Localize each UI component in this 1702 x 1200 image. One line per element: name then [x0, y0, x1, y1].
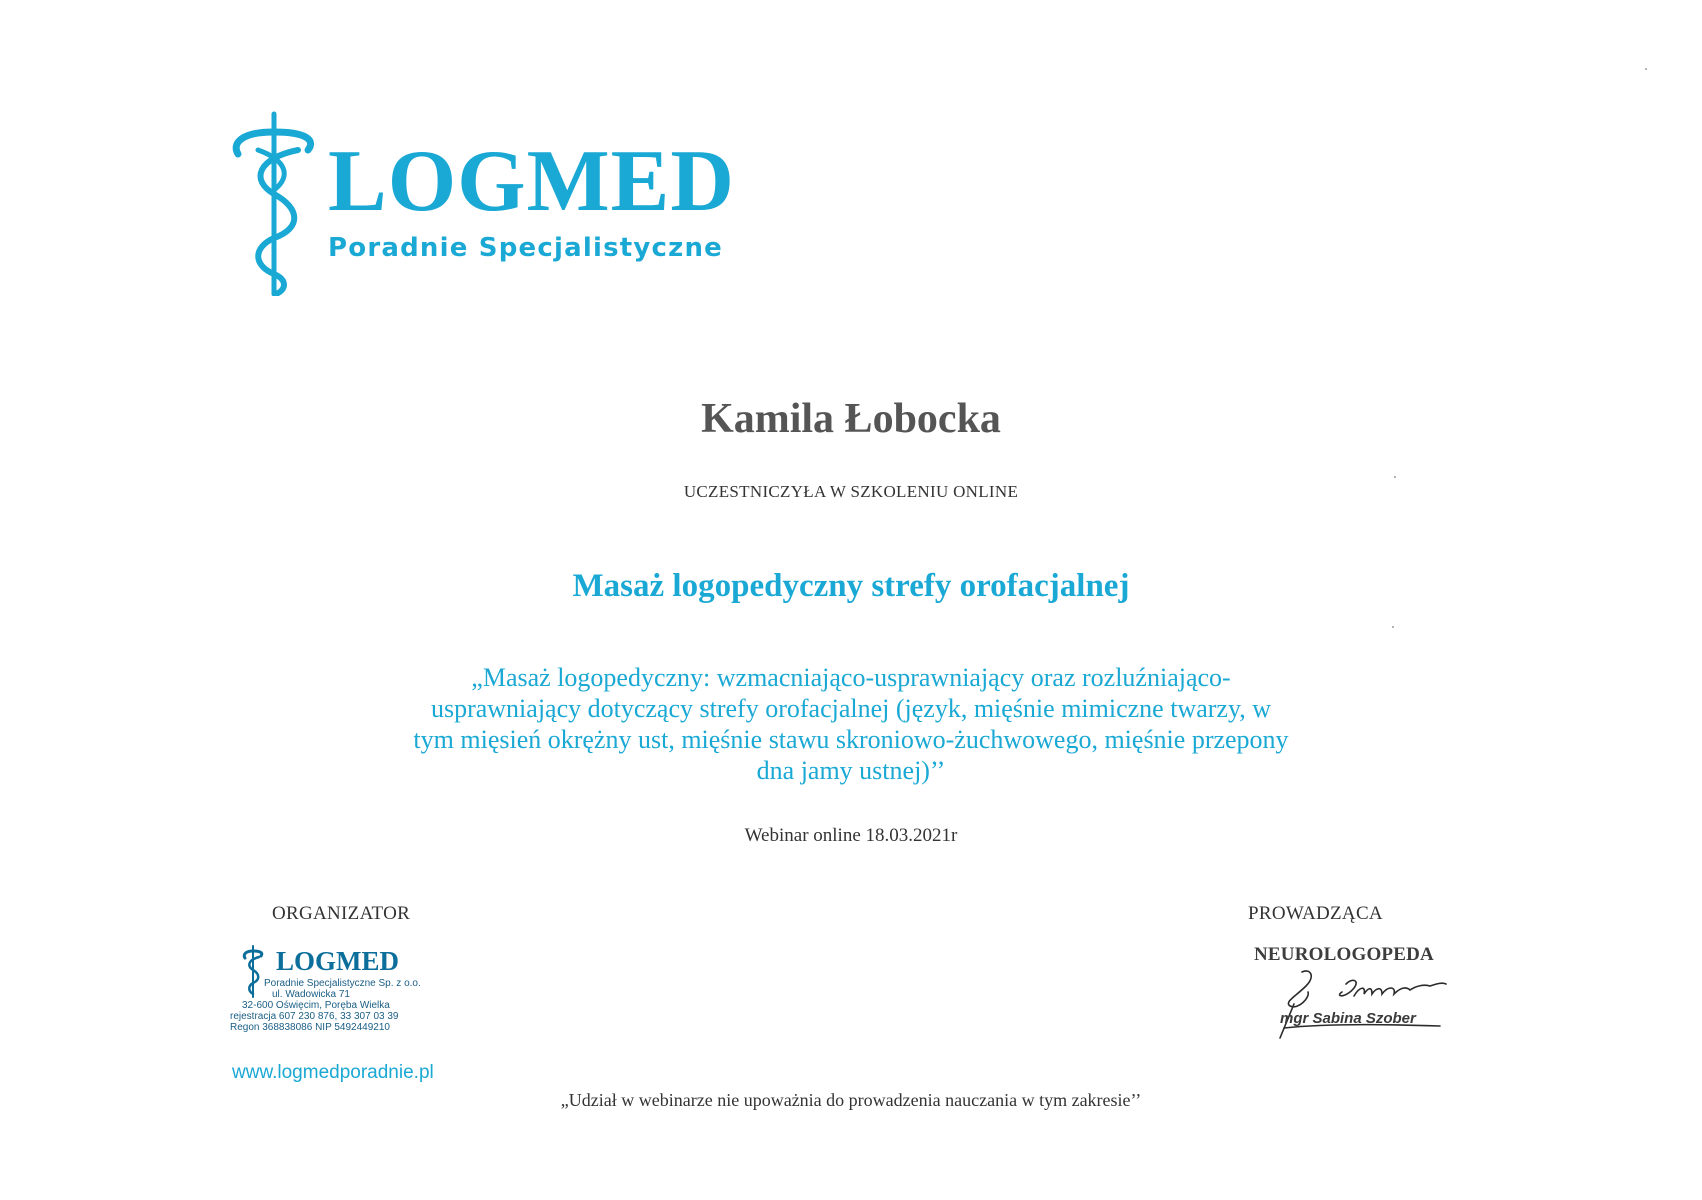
stamp-line: rejestracja 607 230 876, 33 307 03 39 [230, 1011, 399, 1022]
header-logo [228, 108, 808, 298]
stamp-line: 32-600 Oświęcim, Poręba Wielka [242, 1000, 390, 1011]
course-description [0, 662, 1702, 786]
organizer-stamp [230, 942, 448, 1042]
stamp-brand: LOGMED [276, 946, 400, 976]
rod-of-asclepius-icon [228, 110, 320, 296]
stamp-line: ul. Wadowicka 71 [272, 989, 350, 1000]
scan-speck [1645, 68, 1647, 70]
presenter-name: mgr Sabina Szober [1280, 1010, 1416, 1027]
stamp-line: Poradnie Specjalistyczne Sp. z o.o. [264, 978, 421, 989]
presenter-stamp [1250, 940, 1470, 1050]
stamp-line: Regon 368838086 NIP 5492449210 [230, 1022, 390, 1033]
disclaimer: „Udział w webinarze nie upoważnia do prowadzenia nauczania w tym zakresie’’ [560, 1090, 1142, 1110]
website-link[interactable]: www.logmedporadnie.pl [232, 1062, 434, 1083]
course-description-line: usprawniający dotyczący strefy orofacjalnej (język, mięśnie mimiczne twarzy, w [430, 694, 1272, 723]
participation-statement: UCZESTNICZYŁA W SZKOLENIU ONLINE [683, 482, 1019, 501]
recipient-name: Kamila Łobocka [701, 396, 1001, 442]
brand-tagline: Poradnie Specjalistyczne [328, 233, 724, 263]
handwritten-signature [1250, 940, 1470, 1050]
course-description-line: „Masaż logopedyczny: wzmacniająco-usprawniający oraz rozluźniająco- [471, 663, 1231, 692]
webinar-date: Webinar online 18.03.2021r [744, 825, 958, 846]
course-title: Masaż logopedyczny strefy orofacjalnej [572, 568, 1130, 604]
course-description-line: tym mięsień okrężny ust, mięśnie stawu skroniowo-żuchwowego, mięśnie przepony [413, 725, 1289, 754]
rod-of-asclepius-icon [242, 944, 264, 998]
organizer-label: ORGANIZATOR [272, 903, 411, 924]
course-description-line: dna jamy ustnej)’’ [756, 756, 946, 785]
presenter-label: PROWADZĄCA [1248, 903, 1383, 924]
scan-speck [1394, 476, 1396, 478]
brand-name: LOGMED [328, 133, 735, 230]
presenter-title: NEUROLOGOPEDA [1254, 944, 1434, 965]
scan-speck [1392, 626, 1394, 628]
